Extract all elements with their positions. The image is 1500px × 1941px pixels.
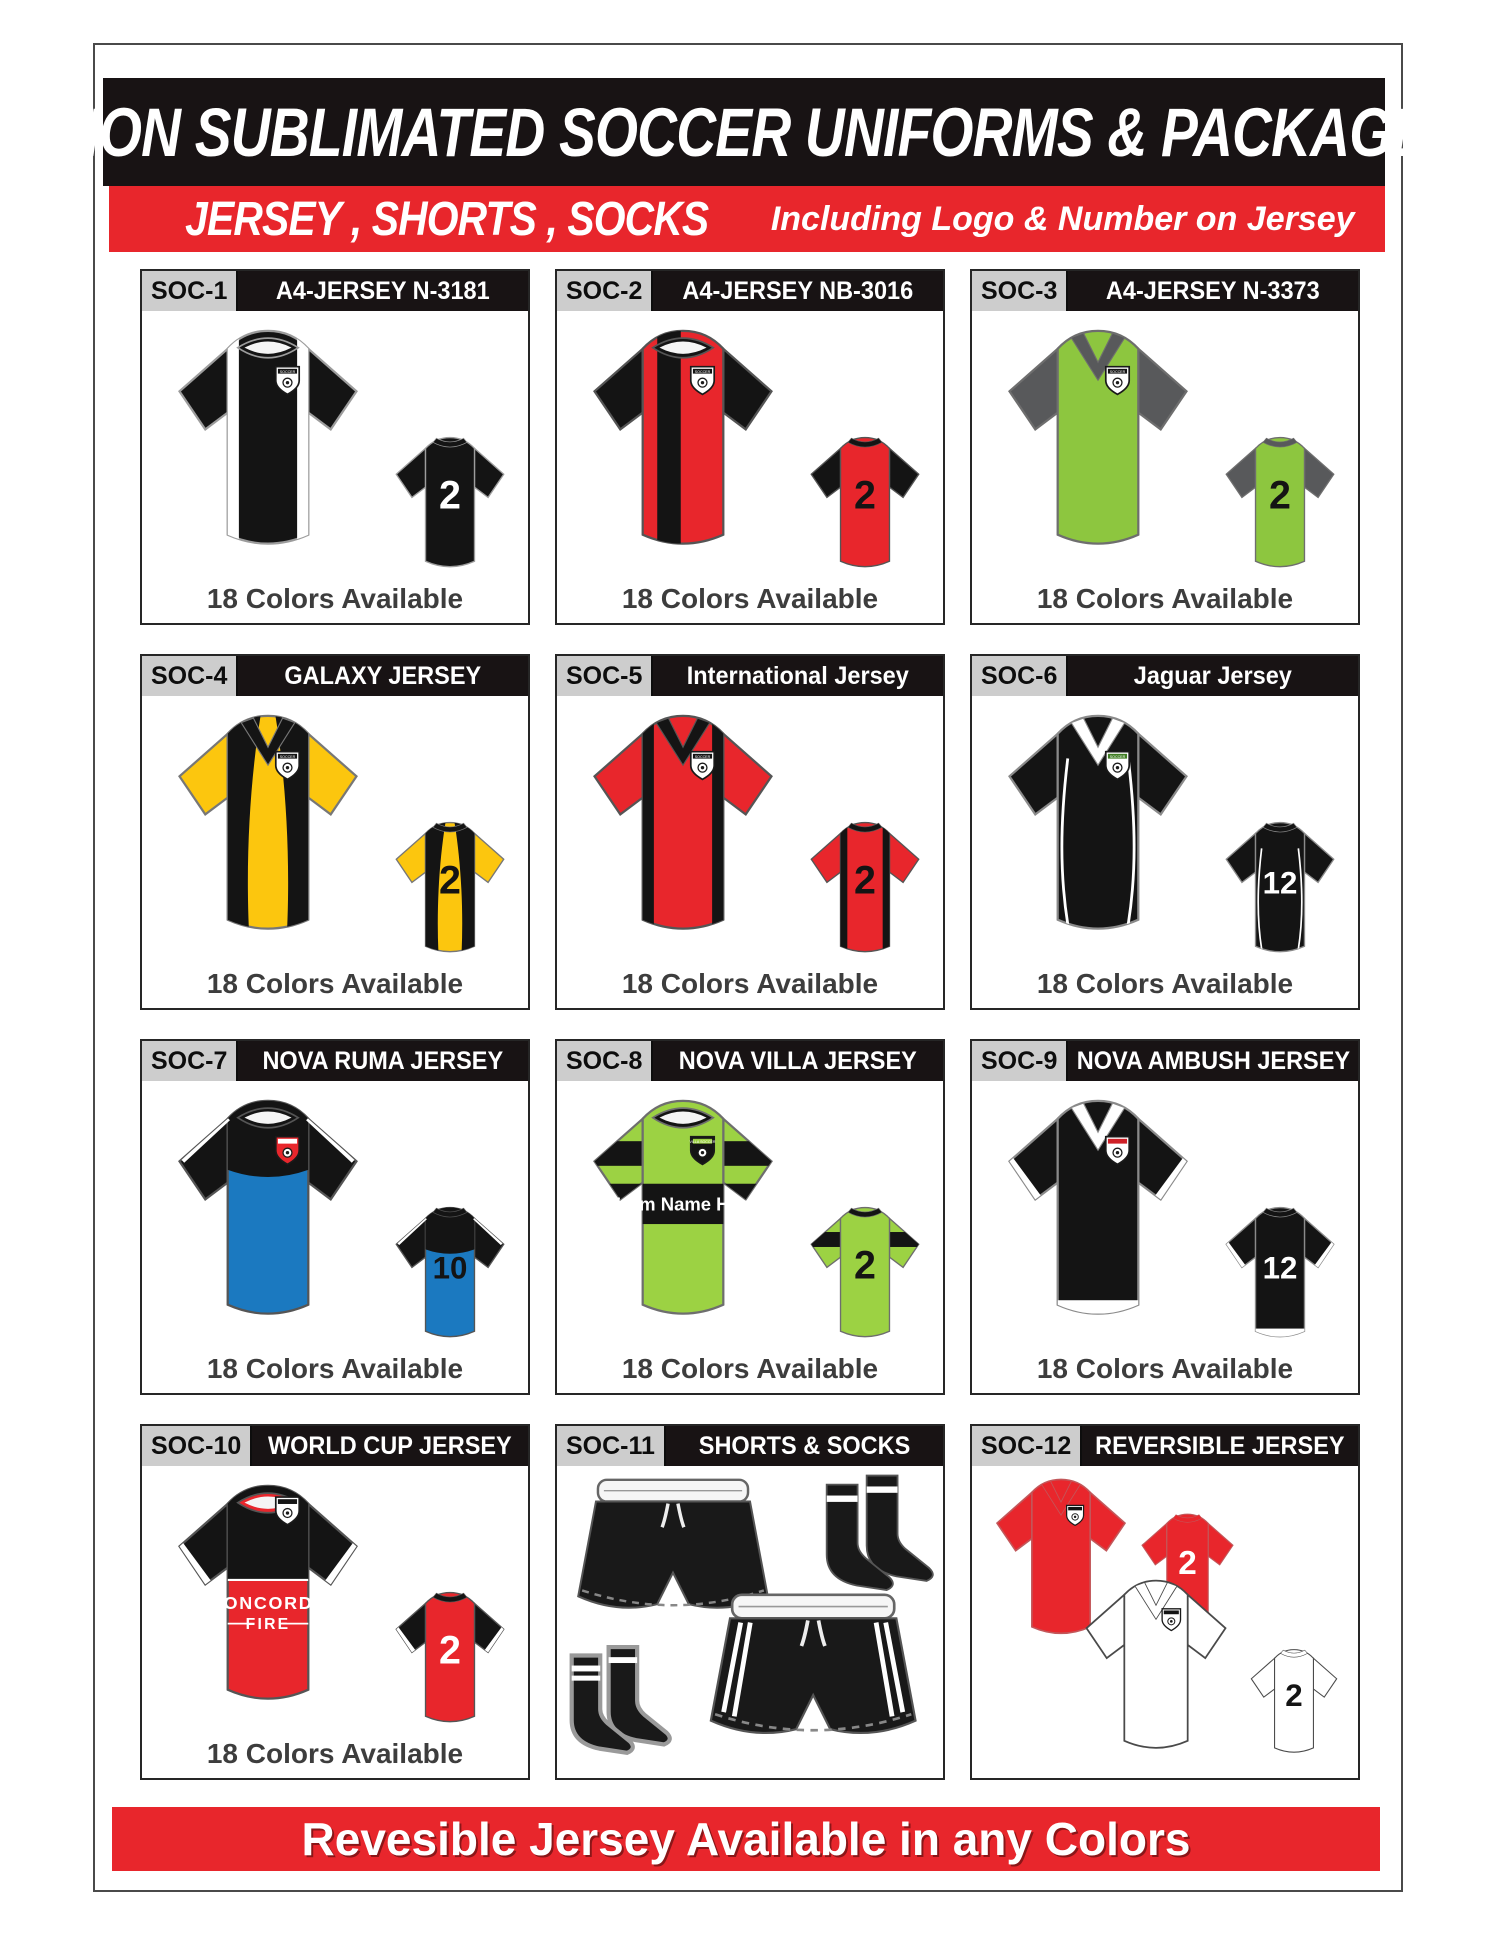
jersey-front (571, 1085, 795, 1334)
product-card (555, 654, 945, 1010)
jersey-front (571, 315, 795, 564)
svg-text:SOCCER: SOCCER (279, 1139, 296, 1144)
product-code-badge: SOC-7 (142, 1041, 238, 1081)
product-card (555, 269, 945, 625)
product-card (140, 1424, 530, 1780)
svg-text:12: 12 (1262, 1250, 1298, 1286)
availability-label: 18 Colors Available (206, 1353, 464, 1384)
svg-text:CONCORDE: CONCORDE (209, 1593, 327, 1614)
product-card (140, 269, 530, 625)
shorts-illustration (578, 1480, 768, 1608)
product-card (140, 654, 530, 1010)
product-illustration (972, 1081, 1358, 1351)
product-code-badge: SOC-8 (557, 1041, 653, 1081)
product-title: A4-JERSEY N-3181 (276, 276, 491, 305)
product-code-badge: SOC-3 (972, 271, 1068, 311)
jersey-back (797, 428, 933, 579)
product-card (970, 654, 1360, 1010)
availability-label: 18 Colors Available (1036, 1353, 1294, 1384)
product-code-badge: SOC-11 (557, 1426, 666, 1466)
product-title: NOVA AMBUSH JERSEY (1077, 1046, 1351, 1075)
svg-text:SOCCER: SOCCER (279, 754, 296, 759)
svg-text:SOCCER: SOCCER (694, 369, 711, 374)
product-code-badge: SOC-4 (142, 656, 238, 696)
jersey-front (1068, 1568, 1244, 1764)
jersey-front (986, 1085, 1210, 1334)
svg-text:SOCCER: SOCCER (1109, 754, 1126, 759)
page-title: NON SUBLIMATED SOCCER UNIFORMS & PACKAGE (60, 93, 1428, 171)
product-illustration (142, 696, 528, 966)
footer-bar (112, 1807, 1380, 1871)
product-code-badge: SOC-5 (557, 656, 653, 696)
page-frame (60, 43, 1428, 1892)
product-card-header (972, 656, 1358, 696)
product-card (140, 1039, 530, 1395)
product-title: REVERSIBLE JERSEY (1095, 1431, 1345, 1460)
availability-label: 18 Colors Available (206, 583, 464, 614)
product-card-header (972, 271, 1358, 311)
product-code-badge: SOC-1 (142, 271, 238, 311)
product-card-header (972, 1426, 1358, 1466)
svg-text:2: 2 (1178, 1545, 1197, 1583)
jersey-back (382, 1198, 518, 1349)
product-card-header (972, 1041, 1358, 1081)
svg-text:SOCCER: SOCCER (694, 754, 711, 759)
product-code-badge: SOC-2 (557, 271, 653, 311)
product-grid (140, 269, 1360, 1780)
product-card-header (142, 271, 528, 311)
product-title: NOVA RUMA JERSEY (262, 1046, 504, 1075)
svg-text:VILLA SOCCER: VILLA SOCCER (689, 1139, 716, 1144)
product-title: Jaguar Jersey (1134, 661, 1293, 690)
shorts-and-socks-illustration (557, 1466, 943, 1778)
jersey-back (797, 813, 933, 964)
jersey-front (986, 315, 1210, 564)
jersey-back (1212, 813, 1348, 964)
product-title: A4-JERSEY N-3373 (1106, 276, 1321, 305)
jersey-back (1212, 1198, 1348, 1349)
product-illustration (142, 1466, 528, 1736)
product-title: SHORTS & SOCKS (698, 1431, 911, 1460)
jersey-front (156, 1470, 380, 1719)
subtitle-lead: JERSEY , SHORTS , SOCKS (185, 192, 709, 246)
jersey-back (382, 428, 518, 579)
jersey-front (571, 700, 795, 949)
availability-label: 18 Colors Available (206, 1738, 464, 1769)
product-illustration (142, 311, 528, 581)
availability-label: 18 Colors Available (206, 968, 464, 999)
footer-text: Revesible Jersey Available in any Colors (301, 1813, 1191, 1865)
product-illustration (972, 1466, 1358, 1778)
product-illustration (557, 1466, 943, 1778)
jersey-back (1240, 1642, 1348, 1762)
product-card-header (142, 1041, 528, 1081)
product-illustration (972, 696, 1358, 966)
product-card (555, 1039, 945, 1395)
product-card-header (557, 271, 943, 311)
svg-text:2: 2 (854, 1243, 876, 1288)
product-illustration (557, 311, 943, 581)
product-card-header (557, 1426, 943, 1466)
jersey-back (382, 813, 518, 964)
jersey-back (797, 1198, 933, 1349)
socks-illustration (827, 1476, 933, 1590)
jersey-back (382, 1583, 518, 1734)
jersey-front (156, 700, 380, 949)
availability-label: 18 Colors Available (621, 583, 879, 614)
svg-text:SOCCER: SOCCER (1109, 369, 1126, 374)
product-card-header (557, 1041, 943, 1081)
socks-illustration (572, 1647, 670, 1753)
availability-label: 18 Colors Available (621, 968, 879, 999)
jersey-back (1212, 428, 1348, 579)
product-illustration (557, 696, 943, 966)
product-card (970, 1424, 1360, 1780)
product-illustration (972, 311, 1358, 581)
svg-text:2: 2 (439, 1628, 461, 1673)
product-title: International Jersey (687, 661, 910, 690)
svg-text:SOCCER: SOCCER (279, 369, 296, 374)
availability-label: 18 Colors Available (621, 1353, 879, 1384)
product-code-badge: SOC-10 (142, 1426, 252, 1466)
subtitle-rest: Including Logo & Number on Jersey (770, 199, 1355, 238)
product-card-header (142, 656, 528, 696)
product-title: WORLD CUP JERSEY (268, 1431, 513, 1460)
product-code-badge: SOC-9 (972, 1041, 1068, 1081)
jersey-front (156, 1085, 380, 1334)
svg-text:2: 2 (1285, 1677, 1303, 1713)
jersey-front (156, 315, 380, 564)
main-title-bar (60, 78, 1428, 186)
svg-text:2: 2 (854, 473, 876, 518)
svg-text:2: 2 (439, 473, 461, 518)
product-card (970, 269, 1360, 625)
svg-text:10: 10 (432, 1250, 468, 1286)
svg-text:Team Name Here: Team Name Here (608, 1193, 758, 1215)
product-title: NOVA VILLA JERSEY (679, 1046, 918, 1075)
product-illustration (557, 1081, 943, 1351)
svg-text:FIRE: FIRE (245, 1616, 291, 1634)
svg-text:2: 2 (439, 858, 461, 903)
jersey-front (986, 700, 1210, 949)
product-code-badge: SOC-6 (972, 656, 1068, 696)
product-illustration (142, 1081, 528, 1351)
product-card (555, 1424, 945, 1780)
availability-label: 18 Colors Available (1036, 583, 1294, 614)
subtitle-bar (109, 186, 1385, 252)
product-title: GALAXY JERSEY (284, 661, 482, 690)
svg-text:2: 2 (854, 858, 876, 903)
svg-text:2: 2 (1269, 473, 1291, 518)
product-card-header (142, 1426, 528, 1466)
product-code-badge: SOC-12 (972, 1426, 1082, 1466)
product-card-header (557, 656, 943, 696)
availability-label: 18 Colors Available (1036, 968, 1294, 999)
product-title: A4-JERSEY NB-3016 (682, 276, 914, 305)
product-card (970, 1039, 1360, 1395)
svg-text:12: 12 (1262, 865, 1298, 901)
shorts-illustration (711, 1595, 916, 1733)
